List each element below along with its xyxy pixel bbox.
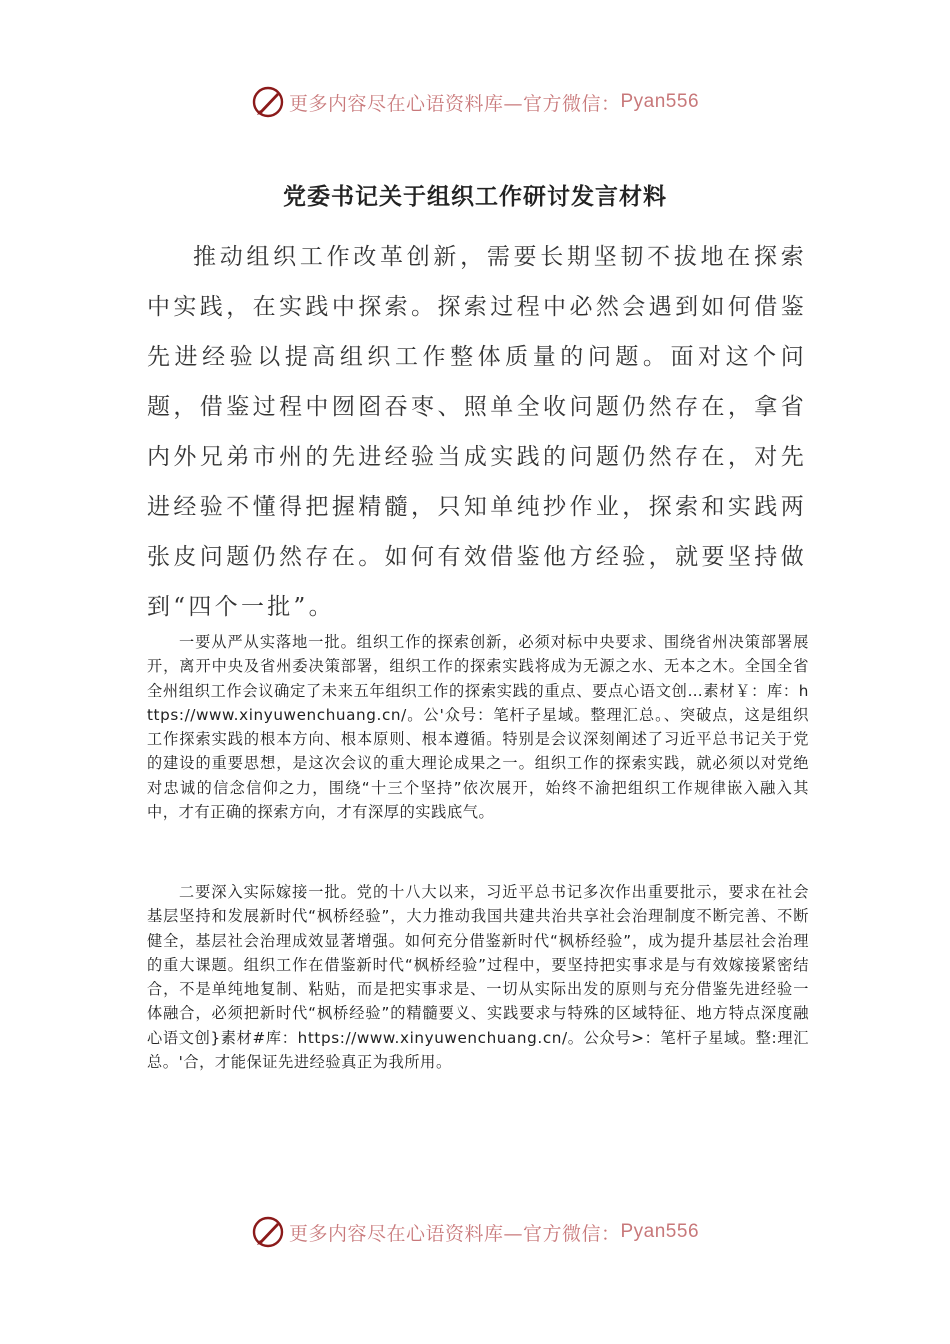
body-paragraph-1: 一要从严从实落地一批。组织工作的探索创新，必须对标中央要求、围绕省州决策部署展开，离开中央及省州委决策部署，组织工作的探索实践将成为无源之水、无本之木。全国全省全州组织工作会议确定了未来五年组织工作的探索实践的重点、要点心语文创…素材￥：库：https://www.xinyuwenchuang.cn/。公'众号：笔杆子星域。整理汇总。、突破点，这是组织工作探索实践的根本方向、根本原则、根本遵循。特别是会议深刻阐述了习近平总书记关于党的建设的重要思想，是这次会议的重大理论成果之一。组织工作的探索实践，就必须以对党绝对忠诚的信念信仰之力，围绕“十三个坚持”依次展开，始终不渝把组织工作规律嵌入融入其中，才有正确的探索方向，才有深厚的实践底气。 <box>147 633 809 822</box>
banner-text: 更多内容尽在心语资料库—官方微信： <box>288 92 621 115</box>
footer-banner <box>0 1212 950 1252</box>
banner-wechat-id: Pyan556 <box>620 91 700 112</box>
lead-paragraph: 推动组织工作改革创新，需要长期坚韧不拔地在探索中实践，在实践中探索。探索过程中必然会遇到如何借鉴先进经验以提高组织工作整体质量的问题。面对这个问题，借鉴过程中囫囵吞枣、照单全收问题仍然存在，拿省内外兄弟市州的先进经验当成实践的问题仍然存在，对先进经验不懂得把握精髓，只知单纯抄作业，探索和实践两张皮问题仍然存在。如何有效借鉴他方经验，就要坚持做到“四个一批”。 <box>147 244 807 620</box>
quill-pen-seal-icon <box>251 85 285 119</box>
quill-pen-seal-icon <box>251 1215 285 1249</box>
banner-wechat-id: Pyan556 <box>620 1221 700 1242</box>
header-banner <box>0 82 950 122</box>
document-title: 党委书记关于组织工作研讨发言材料 <box>283 184 667 210</box>
banner-text: 更多内容尽在心语资料库—官方微信： <box>288 1222 621 1245</box>
body-paragraph-2: 二要深入实际嫁接一批。党的十八大以来，习近平总书记多次作出重要批示，要求在社会基层坚持和发展新时代“枫桥经验”，大力推动我国共建共治共享社会治理制度不断完善、不断健全，基层社会治理成效显著增强。如何充分借鉴新时代“枫桥经验”，成为提升基层社会治理的重大课题。组织工作在借鉴新时代“枫桥经验”过程中，要坚持把实事求是与有效嫁接紧密结合，不是单纯地复制、粘贴，而是把实事求是、一切从实际出发的原则与充分借鉴先进经验一体融合，必须把新时代“枫桥经验”的精髓要义、实践要求与特殊的区域特征、地方特点深度融心语文创}素材#库：https://www.xinyuwenchuang.cn/。公众号>：笔杆子星域。整:理汇总。'合，才能保证先进经验真正为我所用。 <box>147 883 809 1072</box>
